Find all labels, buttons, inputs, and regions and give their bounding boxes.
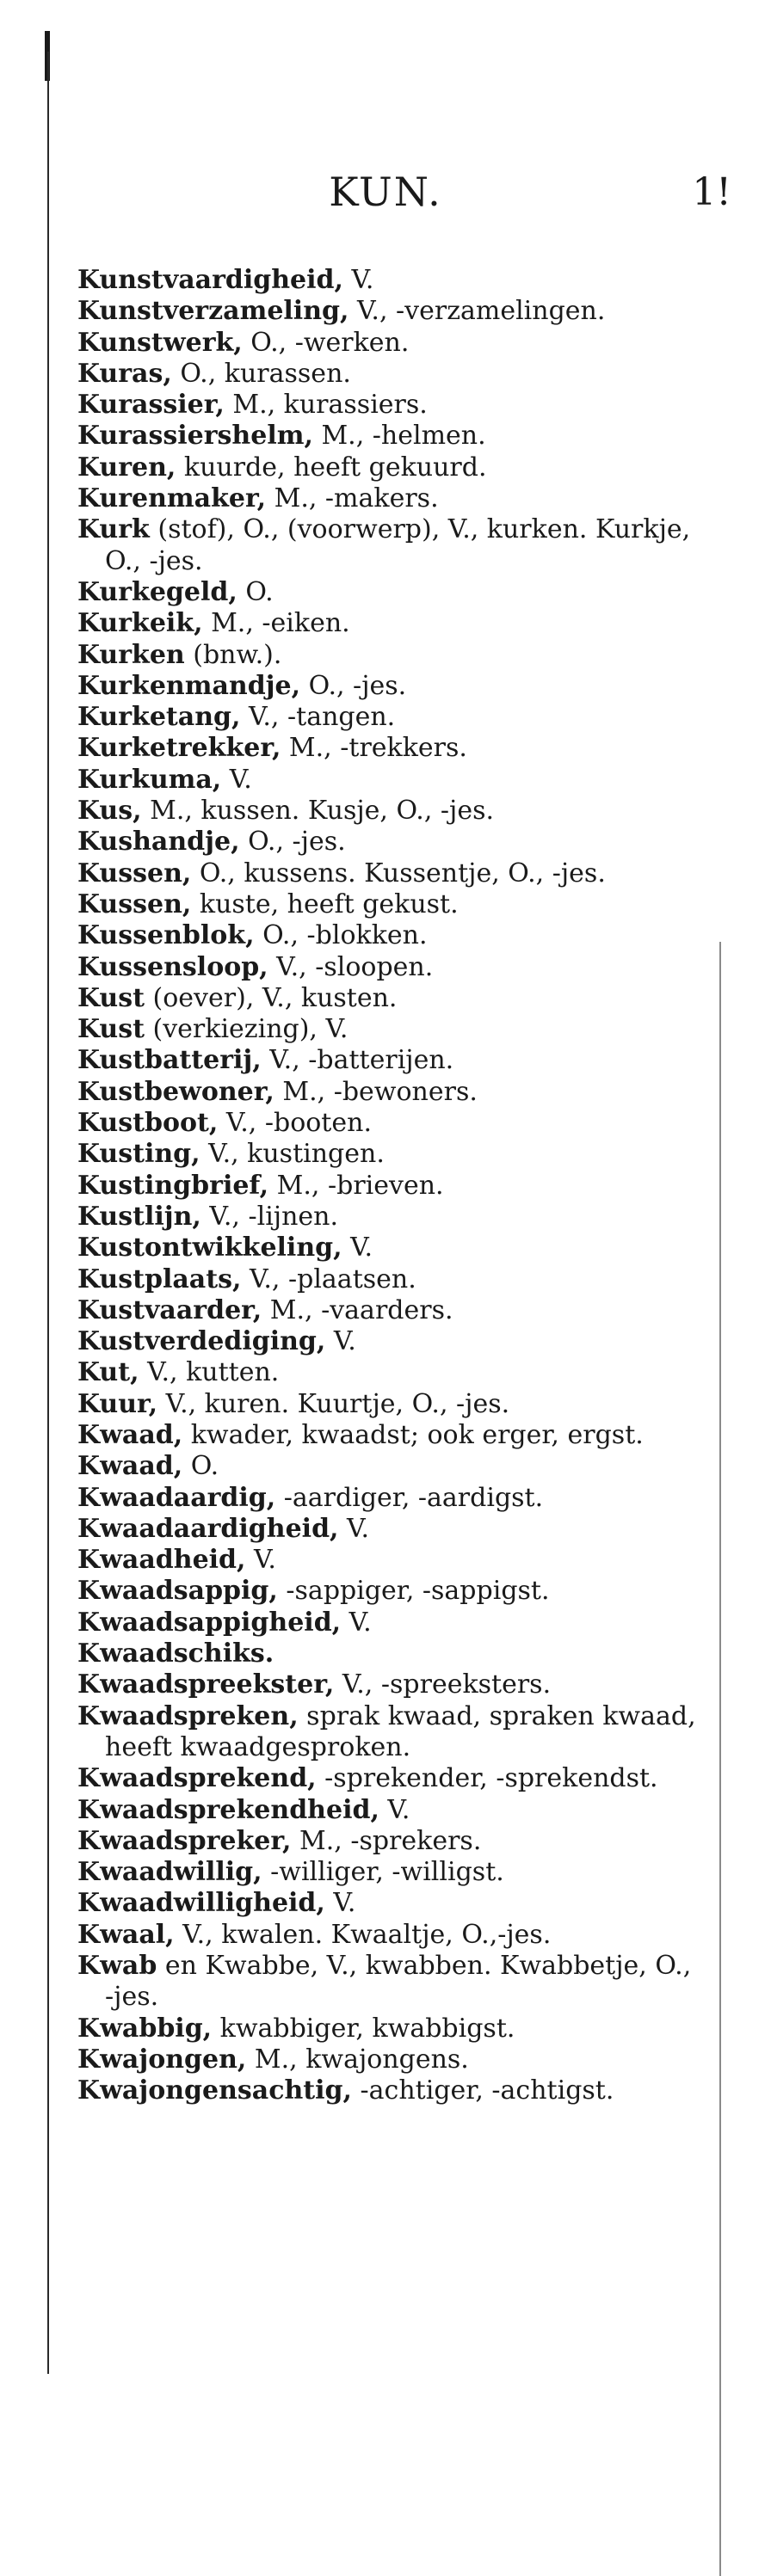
entry-row [77,1045,697,1076]
entry-row [77,671,697,702]
entry-row [77,1326,697,1357]
entry-row [77,1514,697,1545]
entry-row [77,265,697,296]
entry-definition: V., kutten. [139,1357,280,1388]
entry-headword: Kussenblok, [77,920,255,951]
entry-headword: Kunstwerk, [77,327,243,358]
entry-headword: Kwaadwilligheid, [77,1888,325,1919]
entry-headword: Kwaad, [77,1419,183,1450]
entry-headword: Kurkuma, [77,764,222,795]
entry-row [77,952,697,983]
entry-row [77,733,697,764]
entry-headword: Kurassier, [77,390,225,421]
entry-headword: Kuren, [77,452,176,483]
entry-definition: (bnw.). [184,639,282,670]
right-margin-line [719,942,721,2576]
entry-headword: Kwabbig, [77,2013,213,2044]
entry-definition: M., kwajongens. [246,2044,469,2075]
entry-row [77,983,697,1014]
entry-row [77,765,697,796]
entry-definition: V., kuren. Kuurtje, O., -jes. [157,1388,510,1419]
entry-definition: V., -spreeksters. [334,1669,552,1700]
entry-row [77,1357,697,1388]
entry-definition: M., -bewoners. [274,1076,478,1107]
entry-headword: Kurketrekker, [77,733,281,764]
entry-definition: V. [338,1513,370,1544]
entry-headword: Kwaadsappigheid, [77,1607,342,1638]
entry-headword: Kustverdediging, [77,1326,326,1357]
entry-definition: -achtiger, -achtigst. [351,2075,614,2106]
entry-definition: V. [221,764,252,795]
entry-row [77,2013,697,2044]
entry-row [77,1139,697,1170]
entry-definition: M., -vaarders. [262,1294,453,1325]
entry-definition: V., kwalen. Kwaaltje, O.,-jes. [174,1919,552,1950]
entry-definition: V. [245,1545,276,1576]
entry-definition: M., -brieven. [268,1170,444,1201]
entry-headword: Kustingbrief, [77,1170,269,1201]
entry-headword: Kwajongen, [77,2044,247,2075]
entry-definition: V., -verzamelingen. [348,296,606,327]
entry-definition: O., kussens. Kussentje, O., -jes. [191,858,606,888]
entry-definition: -williger, -willigst. [262,1857,504,1888]
entry-row [77,1763,697,1794]
entry-definition: O. [237,576,274,607]
entry-row [77,1669,697,1700]
entry-definition: V., -booten. [218,1108,372,1139]
entry-headword: Kurkeik, [77,608,203,639]
entry-definition: V., -lijnen. [200,1201,339,1232]
entry-headword: Kurkenmandje, [77,670,301,701]
entry-definition: kuste, heeft gekust. [191,888,459,919]
entry-row [77,483,697,514]
entry-row [77,1451,697,1482]
entry-headword: Kwaad, [77,1451,183,1482]
entry-headword: Kushandje, [77,827,240,858]
entry-headword: Kustvaarder, [77,1294,262,1325]
entry-headword: Kwaadsprekend, [77,1763,317,1794]
entry-row [77,827,697,858]
entry-definition: M., kussen. Kusje, O., -jes. [141,796,495,827]
entry-headword: Kwaadspreker, [77,1825,292,1856]
entry-row [77,577,697,608]
entry-headword: Kurenmaker, [77,483,267,514]
entry-headword: Kwaadwillig, [77,1857,262,1888]
entry-row [77,1920,697,1951]
entry-headword: Kwaadspreken, [77,1700,299,1731]
entry-headword: Kustplaats, [77,1263,242,1294]
entry-row [77,452,697,483]
entry-definition: -sprekender, -sprekendst. [316,1763,658,1794]
entry-headword: Kust [77,1014,145,1045]
entry-definition: -aardiger, -aardigst. [275,1482,544,1513]
entry-row [77,1795,697,1826]
entry-row [77,390,697,421]
entry-headword: Kwaadsprekendheid, [77,1794,379,1825]
entry-row [77,1014,697,1045]
entry-row [77,640,697,671]
entry-row [77,1608,697,1638]
entry-row [77,1264,697,1295]
entry-row [77,1857,697,1888]
entry-headword: Kwaadaardigheid, [77,1513,339,1544]
entry-row [77,1545,697,1576]
entry-headword: Kustboot, [77,1108,219,1139]
entry-list [77,265,697,2107]
entry-headword: Kwajongensachtig, [77,2075,352,2106]
entry-definition: kwader, kwaadst; ook erger, ergst. [182,1419,644,1450]
entry-headword: Kuur, [77,1388,158,1419]
entry-headword: Kussen, [77,888,192,919]
entry-row [77,1295,697,1326]
entry-headword: Kwaadaardig, [77,1482,276,1513]
page-number: 1! [692,170,731,214]
entry-row [77,1576,697,1607]
entry-definition: M., kurassiers. [224,390,428,421]
entry-row [77,359,697,390]
entry-row [77,796,697,827]
entry-row [77,702,697,733]
entry-headword: Kunstvaardigheid, [77,265,343,295]
entry-definition: V. [341,1607,372,1638]
entry-definition: (verkiezing), V. [144,1014,348,1045]
entry-headword: Kwaal, [77,1919,175,1950]
entry-row [77,1701,697,1764]
entry-headword: Kurkegeld, [77,576,237,607]
entry-headword: Kus, [77,796,142,827]
entry-row [77,858,697,889]
entry-headword: Kust [77,982,145,1013]
entry-row [77,1077,697,1108]
entry-definition: O., -jes. [300,670,407,701]
entry-row [77,1826,697,1857]
entry-row [77,296,697,327]
entry-row [77,608,697,639]
entry-headword: Kustlijn, [77,1201,201,1232]
entry-headword: Kut, [77,1357,139,1388]
entry-headword: Kwaadsappig, [77,1576,278,1607]
entry-headword: Kurassiershelm, [77,421,313,452]
entry-definition: V. [325,1326,356,1357]
entry-row [77,1108,697,1139]
entry-headword: Kustontwikkeling, [77,1233,342,1263]
entry-headword: Kurketang, [77,702,241,733]
entry-headword: Kuras, [77,358,172,389]
entry-headword: Kurk [77,514,150,545]
entry-headword: Kustbewoner, [77,1076,274,1107]
entry-headword: Kunstverzameling, [77,296,349,327]
entry-row [77,1202,697,1233]
entry-definition: V. [379,1794,410,1825]
entry-row [77,889,697,920]
entry-row [77,421,697,452]
entry-definition: V., -sloopen. [268,951,434,982]
entry-definition: O., kurassen. [171,358,351,389]
entry-headword: Kwaadschiks. [77,1638,274,1669]
entry-row [77,1483,697,1514]
entry-definition: O., -blokken. [254,920,428,951]
entry-definition: V. [342,1233,373,1263]
entry-row [77,1389,697,1420]
entry-definition: V., -batterijen. [261,1045,454,1076]
entry-definition: kuurde, heeft gekuurd. [176,452,487,483]
entry-row [77,514,697,577]
entry-headword: Kussen, [77,858,192,888]
entry-definition: V., -plaatsen. [241,1263,416,1294]
entry-row [77,1420,697,1451]
entry-definition: M., -trekkers. [281,733,467,764]
entry-row [77,1951,697,2013]
entry-headword: Kusting, [77,1139,200,1170]
entry-headword: Kurken [77,639,185,670]
entry-definition: kwabbiger, kwabbigst. [212,2013,515,2044]
entry-definition: M., -makers. [266,483,439,514]
page-title: KUN. [329,169,442,215]
entry-row [77,2075,697,2106]
entry-definition: V. [324,1888,356,1919]
entry-definition: V., kustingen. [200,1139,385,1170]
entry-headword: Kwaadspreekster, [77,1669,335,1700]
entry-row [77,920,697,951]
entry-definition: M., -helmen. [312,421,486,452]
entry-definition: V., -tangen. [240,702,396,733]
entry-definition: sprak kwaad, spraken kwaad, heeft kwaadgesproken. [105,1700,696,1762]
entry-headword: Kustbatterij, [77,1045,262,1076]
entry-definition: O., -werken. [242,327,410,358]
margin-bar-line [47,52,49,2374]
entry-definition: V. [342,265,374,295]
entry-definition: (stof), O., (voorwerp), V., kurken. Kurkje, O., -jes. [105,514,691,576]
entry-headword: Kwaadheid, [77,1545,246,1576]
entry-row [77,1233,697,1263]
entry-row [77,1638,697,1669]
entry-definition: en Kwabbe, V., kwabben. Kwabbetje, O., -jes. [105,1951,692,2013]
entry-row [77,2044,697,2075]
entry-definition: -sappiger, -sappigst. [277,1576,550,1607]
entry-headword: Kussensloop, [77,951,268,982]
entry-definition: M., -eiken. [202,608,350,639]
entry-definition: O. [182,1451,219,1482]
entry-row [77,1171,697,1202]
entry-definition: O., -jes. [239,827,346,858]
entry-row [77,1888,697,1919]
entry-definition: M., -sprekers. [291,1825,482,1856]
entry-definition: (oever), V., kusten. [144,982,398,1013]
entry-row [77,328,697,359]
entry-headword: Kwab [77,1951,157,1982]
